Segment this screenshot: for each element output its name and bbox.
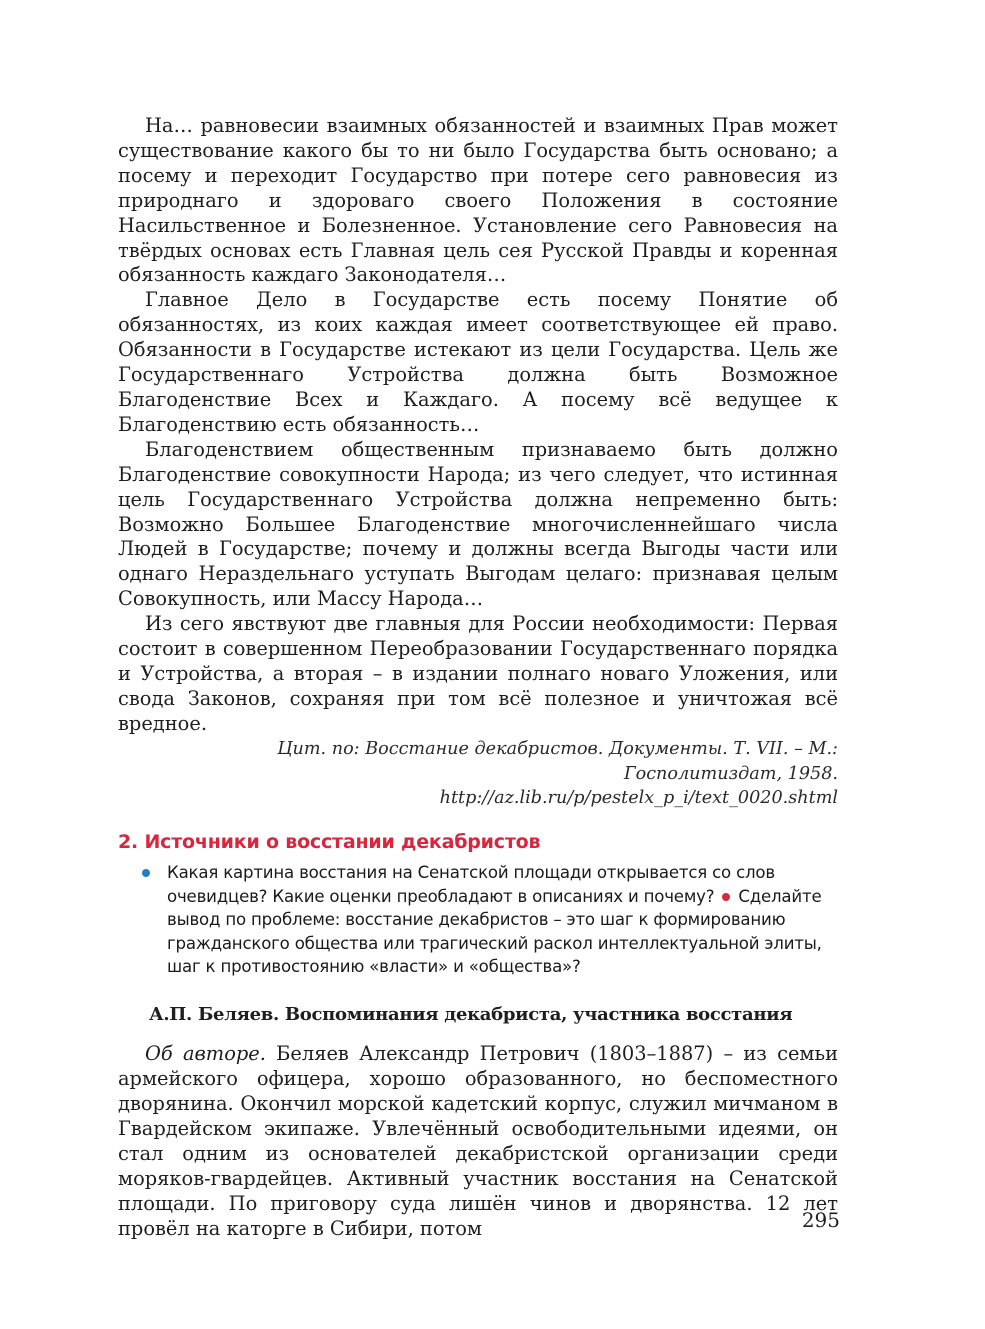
task-conclusion: Сделайте вывод по проблеме: восстание декабристов – это шаг к формированию гражданского общества или трагический раскол интеллектуальной элиты, шаг к противостоянию «власти» и «общества»? — [167, 886, 822, 976]
citation-line-1: Цит. по: Восстание декабристов. Документы. Т. VII. – М.: — [277, 738, 838, 759]
section-heading: 2. Источники о восстании декабристов — [118, 831, 541, 854]
source-title: А.П. Беляев. Воспоминания декабриста, участника восстания — [149, 1004, 793, 1026]
page-content — [118, 114, 838, 1242]
citation — [118, 737, 838, 812]
quote-paragraph-4: Из сего явствуют две главныя для России необходимости: Первая состоит в совершенном Переобразовании Государственнаго порядка и Устройства, а вторая – в издании полнаго новаго Уложения, или свода Законов, сохраняя при том всё полезное и уничтожая всё вредное. — [118, 612, 838, 735]
about-author-paragraph — [118, 1042, 838, 1241]
blue-bullet-icon — [142, 869, 150, 877]
about-author-text: Беляев Александр Петрович (1803–1887) – из семьи армейского офицера, хорошо образованного, но беспоместного дворянина. Окончил морской кадетский корпус, служил мичманом в Гвардейском экипаже. Увлечённый освободительными идеями, он стал одним из основателей декабристской организации среди моряков-гвардейцев. Активный участник восстания на Сенатской площади. По приговору суда лишён чинов и дворянства. 12 лет провёл на каторге в Сибири, потом — [118, 1042, 838, 1240]
citation-url: http://az.lib.ru/p/pestelx_p_i/text_0020.shtml — [439, 788, 838, 809]
quote-paragraph-3: Благоденствием общественным признаваемо быть должно Благоденствие совокупности Народа; из чего следует, что истинная цель Государственнаго Устройства должна непременно быть: Возможно Большее Благоденствие многочисленнейшаго числа Людей в Государстве; почему и должны всегда Выгоды части или однаго Нераздельнаго уступать Выгодам целаго: признавая целым Совокупность, или Массу Народа… — [118, 437, 838, 611]
quote-paragraph-2: Главное Дело в Государстве есть посему Понятие об обязанностях, из коих каждая имеет соответствующее ей право. Обязанности в Государстве истекают из цели Государства. Цель же Государственнаго Устройства должна быть Возможное Благоденствие Всех и Каждаго. А посему всё ведущее к Благоденствию есть обязанность… — [118, 288, 838, 436]
task-block — [118, 861, 838, 978]
page-number: 295 — [801, 1208, 840, 1232]
citation-line-2: Госполитиздат, 1958. — [623, 763, 838, 784]
quote-paragraph-1: На… равновесии взаимных обязанностей и взаимных Прав может существование какого бы то ни было Государства быть основано; а посему и переходит Государство при потере сего равновесия из природнаго и здороваго своего Положения в состояние Насильственное и Болезненное. Установление сего Равновесия на твёрдых основах есть Главная цель сея Русской Правды и коренная обязанность каждаго Законодателя… — [118, 114, 838, 287]
about-author-label: Об авторе. — [145, 1042, 266, 1066]
task-question: Какая картина восстания на Сенатской площади открывается со слов очевидцев? Какие оценки преобладают в описаниях и почему? — [167, 863, 775, 906]
red-bullet-icon — [722, 893, 730, 901]
